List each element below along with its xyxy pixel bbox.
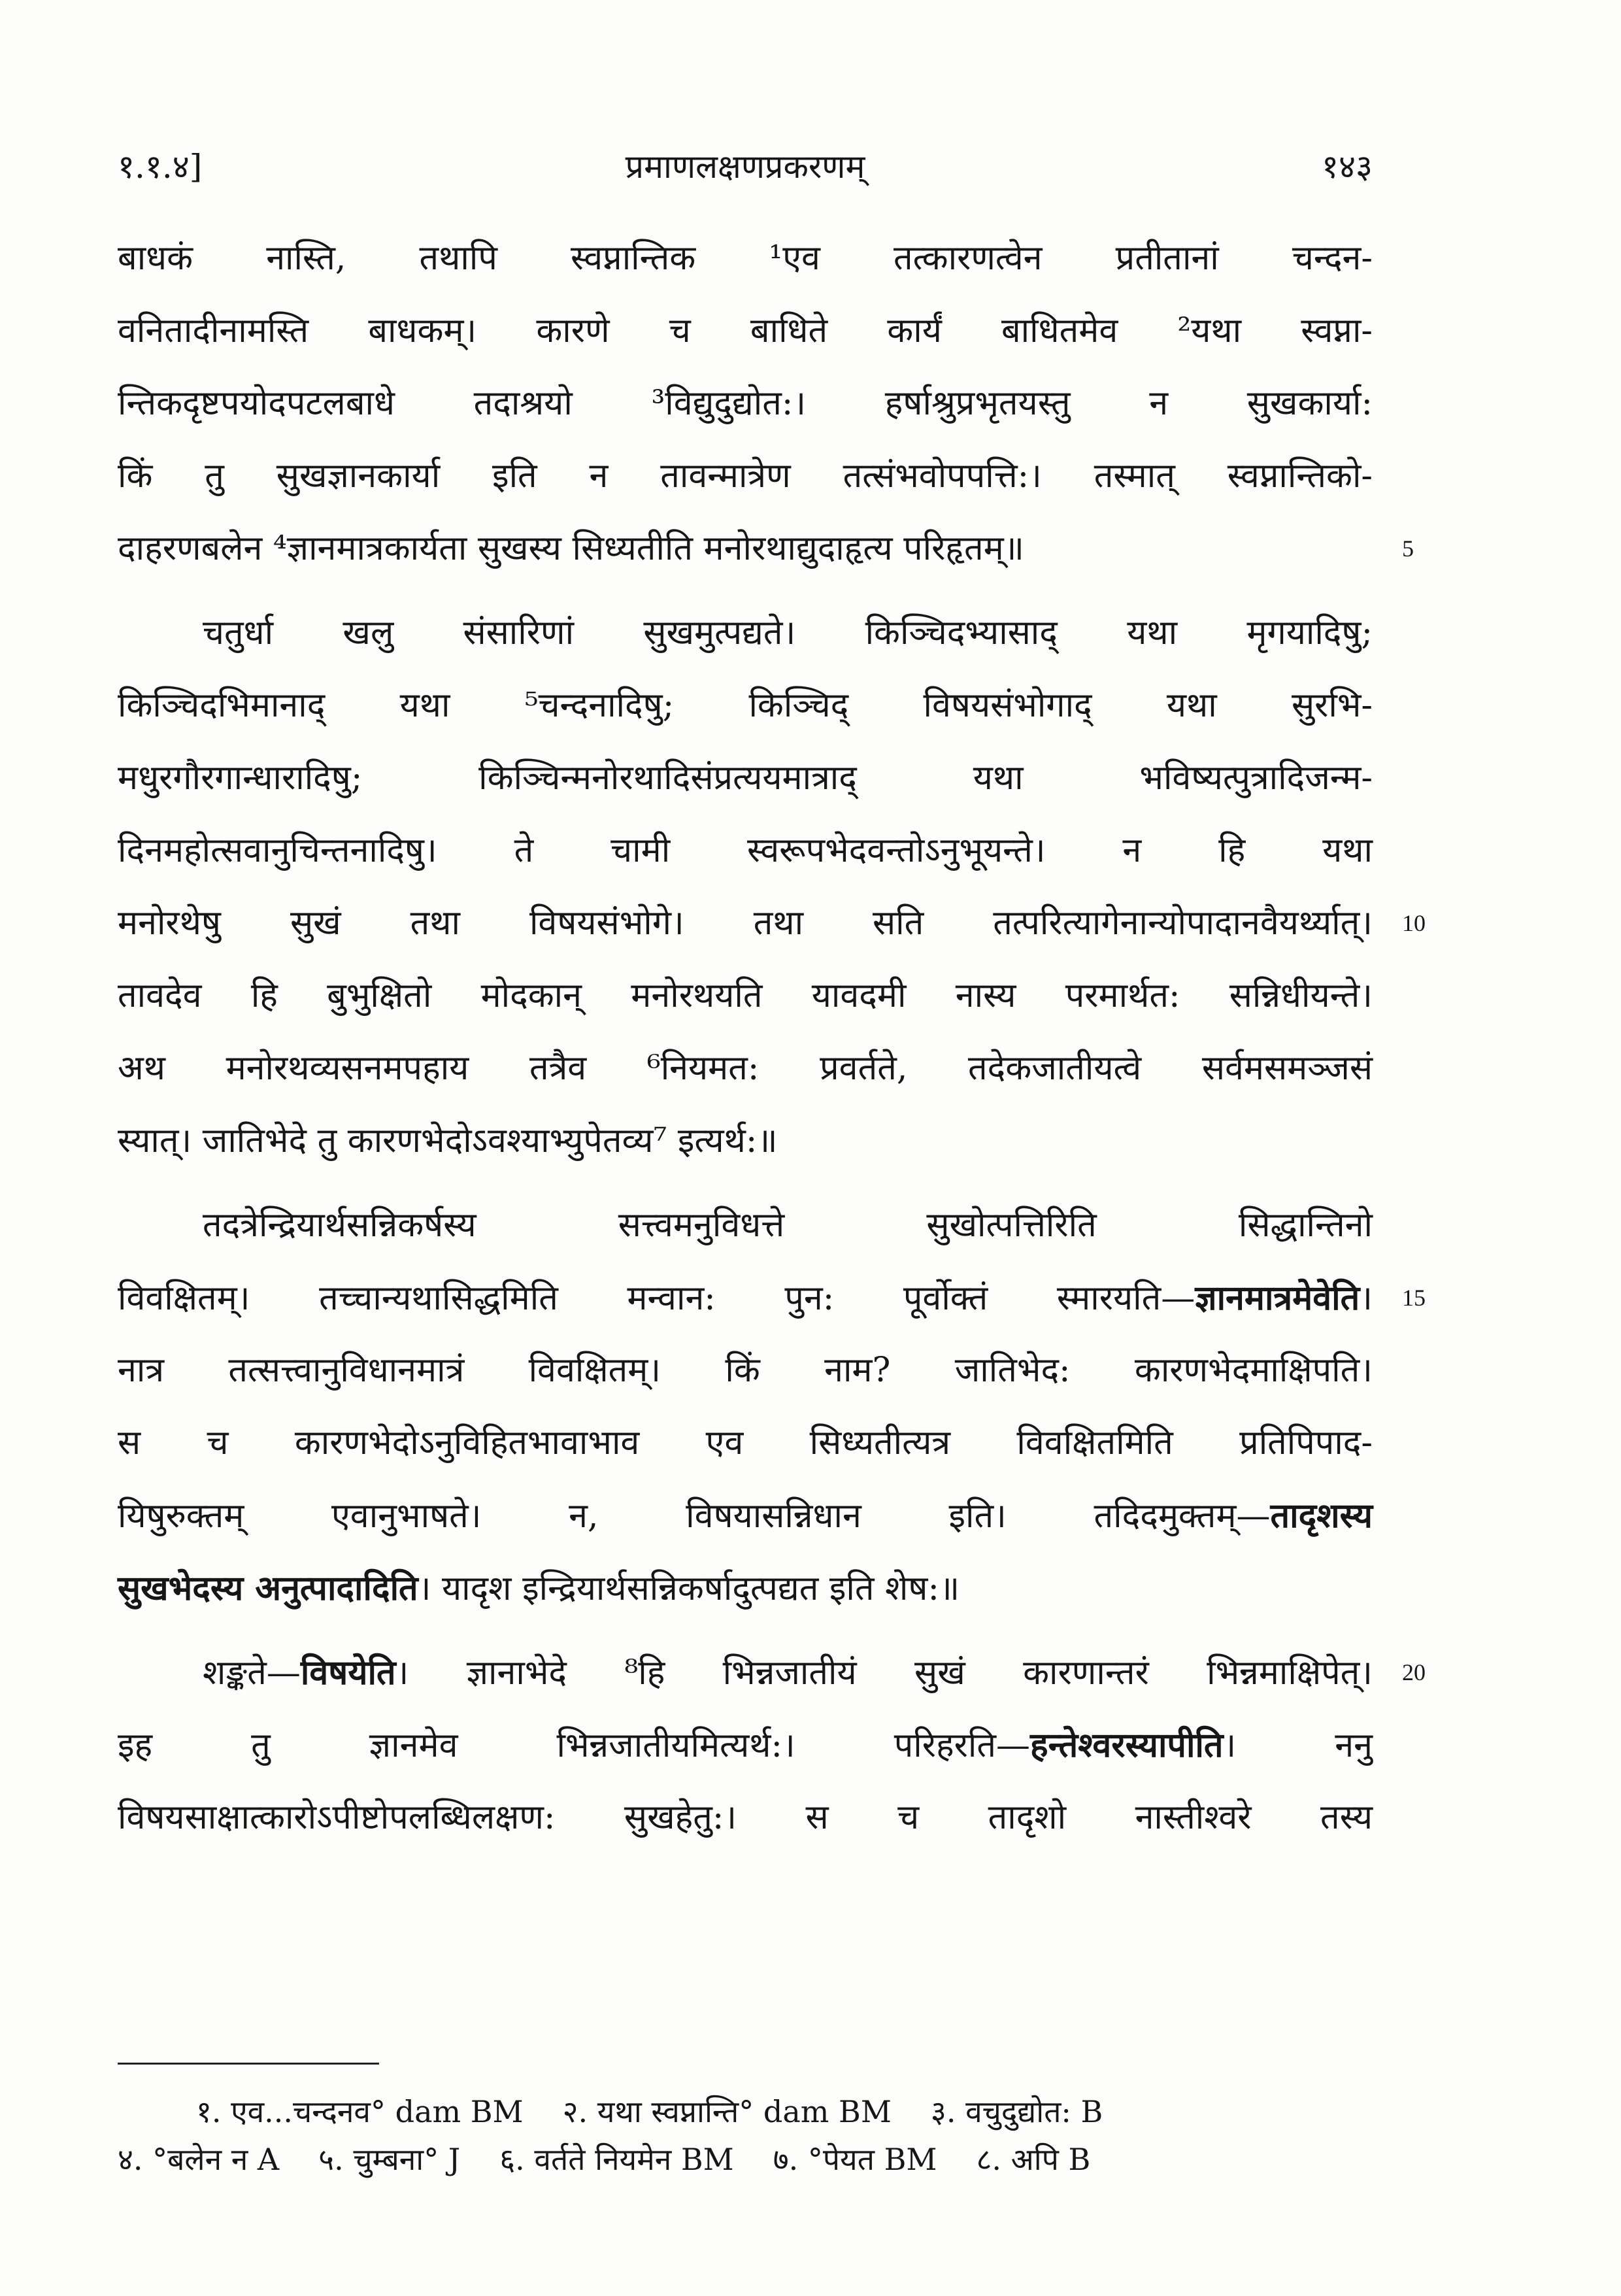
text-line: [118, 1262, 1426, 1334]
page-number: १४३: [1322, 148, 1373, 186]
line-text: शङ्कते—विषयेति। ज्ञानाभेदे ⁸हि भिन्नजातीयं सुखं कारणान्तरं भिन्नमाक्षिपेत्।: [203, 1653, 1373, 1693]
text-line: [118, 597, 1373, 669]
text-line: [118, 1781, 1373, 1854]
text-line: [118, 887, 1426, 960]
section-number: १.१.४]: [118, 148, 203, 186]
text-line: [118, 1552, 1373, 1625]
text-line: [118, 1334, 1373, 1407]
line-text: स च कारणभेदोऽनुविहितभावाभाव एव सिध्यतीत्यत्र विवक्षितमिति प्रतिपिपाद-: [118, 1423, 1373, 1462]
text-line: [118, 222, 1373, 295]
text-line: [118, 815, 1373, 887]
footnote: ४. °बलेन न A: [118, 2142, 280, 2177]
text-line: [118, 1032, 1373, 1105]
footnote: ७. °पेयत BM: [773, 2142, 937, 2177]
line-number: 10: [1402, 910, 1426, 936]
line-number: 15: [1402, 1285, 1426, 1311]
text-line: [118, 367, 1373, 440]
line-text: चतुर्धा खलु संसारिणां सुखमुत्पद्यते। किञ्चिदभ्यासाद् यथा मृगयादिषु;: [203, 613, 1373, 652]
footnote-rule: [118, 2063, 379, 2065]
line-text: वनितादीनामस्ति बाधकम्। कारणे च बाधिते कार्यं बाधितमेव ²यथा स्वप्ना-: [118, 311, 1373, 350]
text-line: [118, 513, 1414, 585]
footnote: ३. वचुदुद्योत: B: [930, 2094, 1103, 2129]
text-line: [118, 1105, 1373, 1177]
line-text: दिनमहोत्सवानुचिन्तनादिषु। ते चामी स्वरूपभेदवन्तोऽनुभूयन्ते। न हि यथा: [118, 831, 1373, 870]
line-text: मनोरथेषु सुखं तथा विषयसंभोगे। तथा सति तत्परित्यागेनान्योपादानवैयर्थ्यात्।: [118, 903, 1373, 943]
line-text: किं तु सुखज्ञानकार्या इति न तावन्मात्रेण तत्संभवोपपत्ति:। तस्मात् स्वप्नान्तिको-: [118, 456, 1373, 496]
line-text: दाहरणबलेन ⁴ज्ञानमात्रकार्यता सुखस्य सिध्यतीति मनोरथाद्युदाहृत्य परिहृतम्॥: [118, 529, 1024, 568]
text-line: [118, 1479, 1373, 1552]
line-text: विवक्षितम्। तच्चान्यथासिद्धमिति मन्वान: पुन: पूर्वोक्तं स्मारयति—ज्ञानमात्रमेवेति।: [118, 1278, 1373, 1318]
text-line: [118, 742, 1373, 815]
line-text: सुखभेदस्य अनुत्पादादिति। यादृश इन्द्रियार्थसन्निकर्षादुत्पद्यत इति शेष:॥: [118, 1568, 960, 1608]
main-text: [118, 222, 1426, 1854]
footnote-line-2: [118, 2136, 1373, 2182]
footnote-line-1: [196, 2089, 1373, 2135]
text-line: [118, 1189, 1373, 1262]
line-text: मधुरगौरगान्धारादिषु; किञ्चिन्मनोरथादिसंप्रत्ययमात्राद् यथा भविष्यत्पुत्रादिजन्म-: [118, 758, 1373, 798]
line-number: 20: [1402, 1659, 1426, 1685]
footnote: ८. अपि B: [976, 2142, 1091, 2177]
line-text: अथ मनोरथव्यसनमपहाय तत्रैव ⁶नियमत: प्रवर्तते, तदेकजातीयत्वे सर्वमसमञ्जसं: [118, 1049, 1373, 1088]
chapter-title: प्रमाणलक्षणप्रकरणम्: [625, 148, 865, 186]
line-text: किञ्चिदभिमानाद् यथा ⁵चन्दनादिषु; किञ्चिद् विषयसंभोगाद् यथा सुरभि-: [118, 686, 1373, 725]
footnote: १. एव...चन्दनव° dam BM: [196, 2094, 524, 2129]
line-text: न्तिकदृष्टपयोदपटलबाधे तदाश्रयो ³विद्युदुद्योत:। हर्षाश्रुप्रभृतयस्तु न सुखकार्या:: [118, 384, 1373, 423]
line-text: स्यात्। जातिभेदे तु कारणभेदोऽवश्याभ्युपेतव्य⁷ इत्यर्थ:॥: [118, 1121, 778, 1160]
line-text: तदत्रेन्द्रियार्थसन्निकर्षस्य सत्त्वमनुविधत्ते सुखोत्पत्तिरिति सिद्धान्तिनो: [203, 1206, 1373, 1245]
text-line: [118, 1636, 1426, 1709]
footnote: २. यथा स्वप्नान्ति° dam BM: [562, 2094, 892, 2129]
text-line: [118, 1709, 1373, 1781]
line-text: विषयसाक्षात्कारोऽपीष्टोपलब्धिलक्षण: सुखहेतु:। स च तादृशो नास्तीश्वरे तस्य: [118, 1798, 1373, 1837]
line-text: इह तु ज्ञानमेव भिन्नजातीयमित्यर्थ:। परिहरति—हन्तेश्वरस्यापीति। ननु: [118, 1725, 1373, 1765]
text-line: [118, 1407, 1373, 1479]
text-line: [118, 440, 1373, 513]
footnote: ५. चुम्बना° J: [318, 2142, 461, 2177]
line-text: बाधकं नास्ति, तथापि स्वप्नान्तिक ¹एव तत्कारणत्वेन प्रतीतानां चन्दन-: [118, 239, 1373, 278]
line-text: तावदेव हि बुभुक्षितो मोदकान् मनोरथयति यावदमी नास्य परमार्थत: सन्निधीयन्ते।: [118, 976, 1373, 1015]
line-text: नात्र तत्सत्त्वानुविधानमात्रं विवक्षितम्। किं नाम? जातिभेद: कारणभेदमाक्षिपति।: [118, 1351, 1373, 1390]
footnote: ६. वर्तते नियमेन BM: [499, 2142, 734, 2177]
running-header: [118, 141, 1373, 193]
text-line: [118, 960, 1373, 1032]
text-line: [118, 669, 1373, 742]
line-number: 5: [1402, 535, 1414, 562]
text-line: [118, 295, 1373, 367]
line-text: यिषुरुक्तम् एवानुभाषते। न, विषयासन्निधान इति। तदिदमुक्तम्—तादृशस्य: [118, 1496, 1373, 1536]
